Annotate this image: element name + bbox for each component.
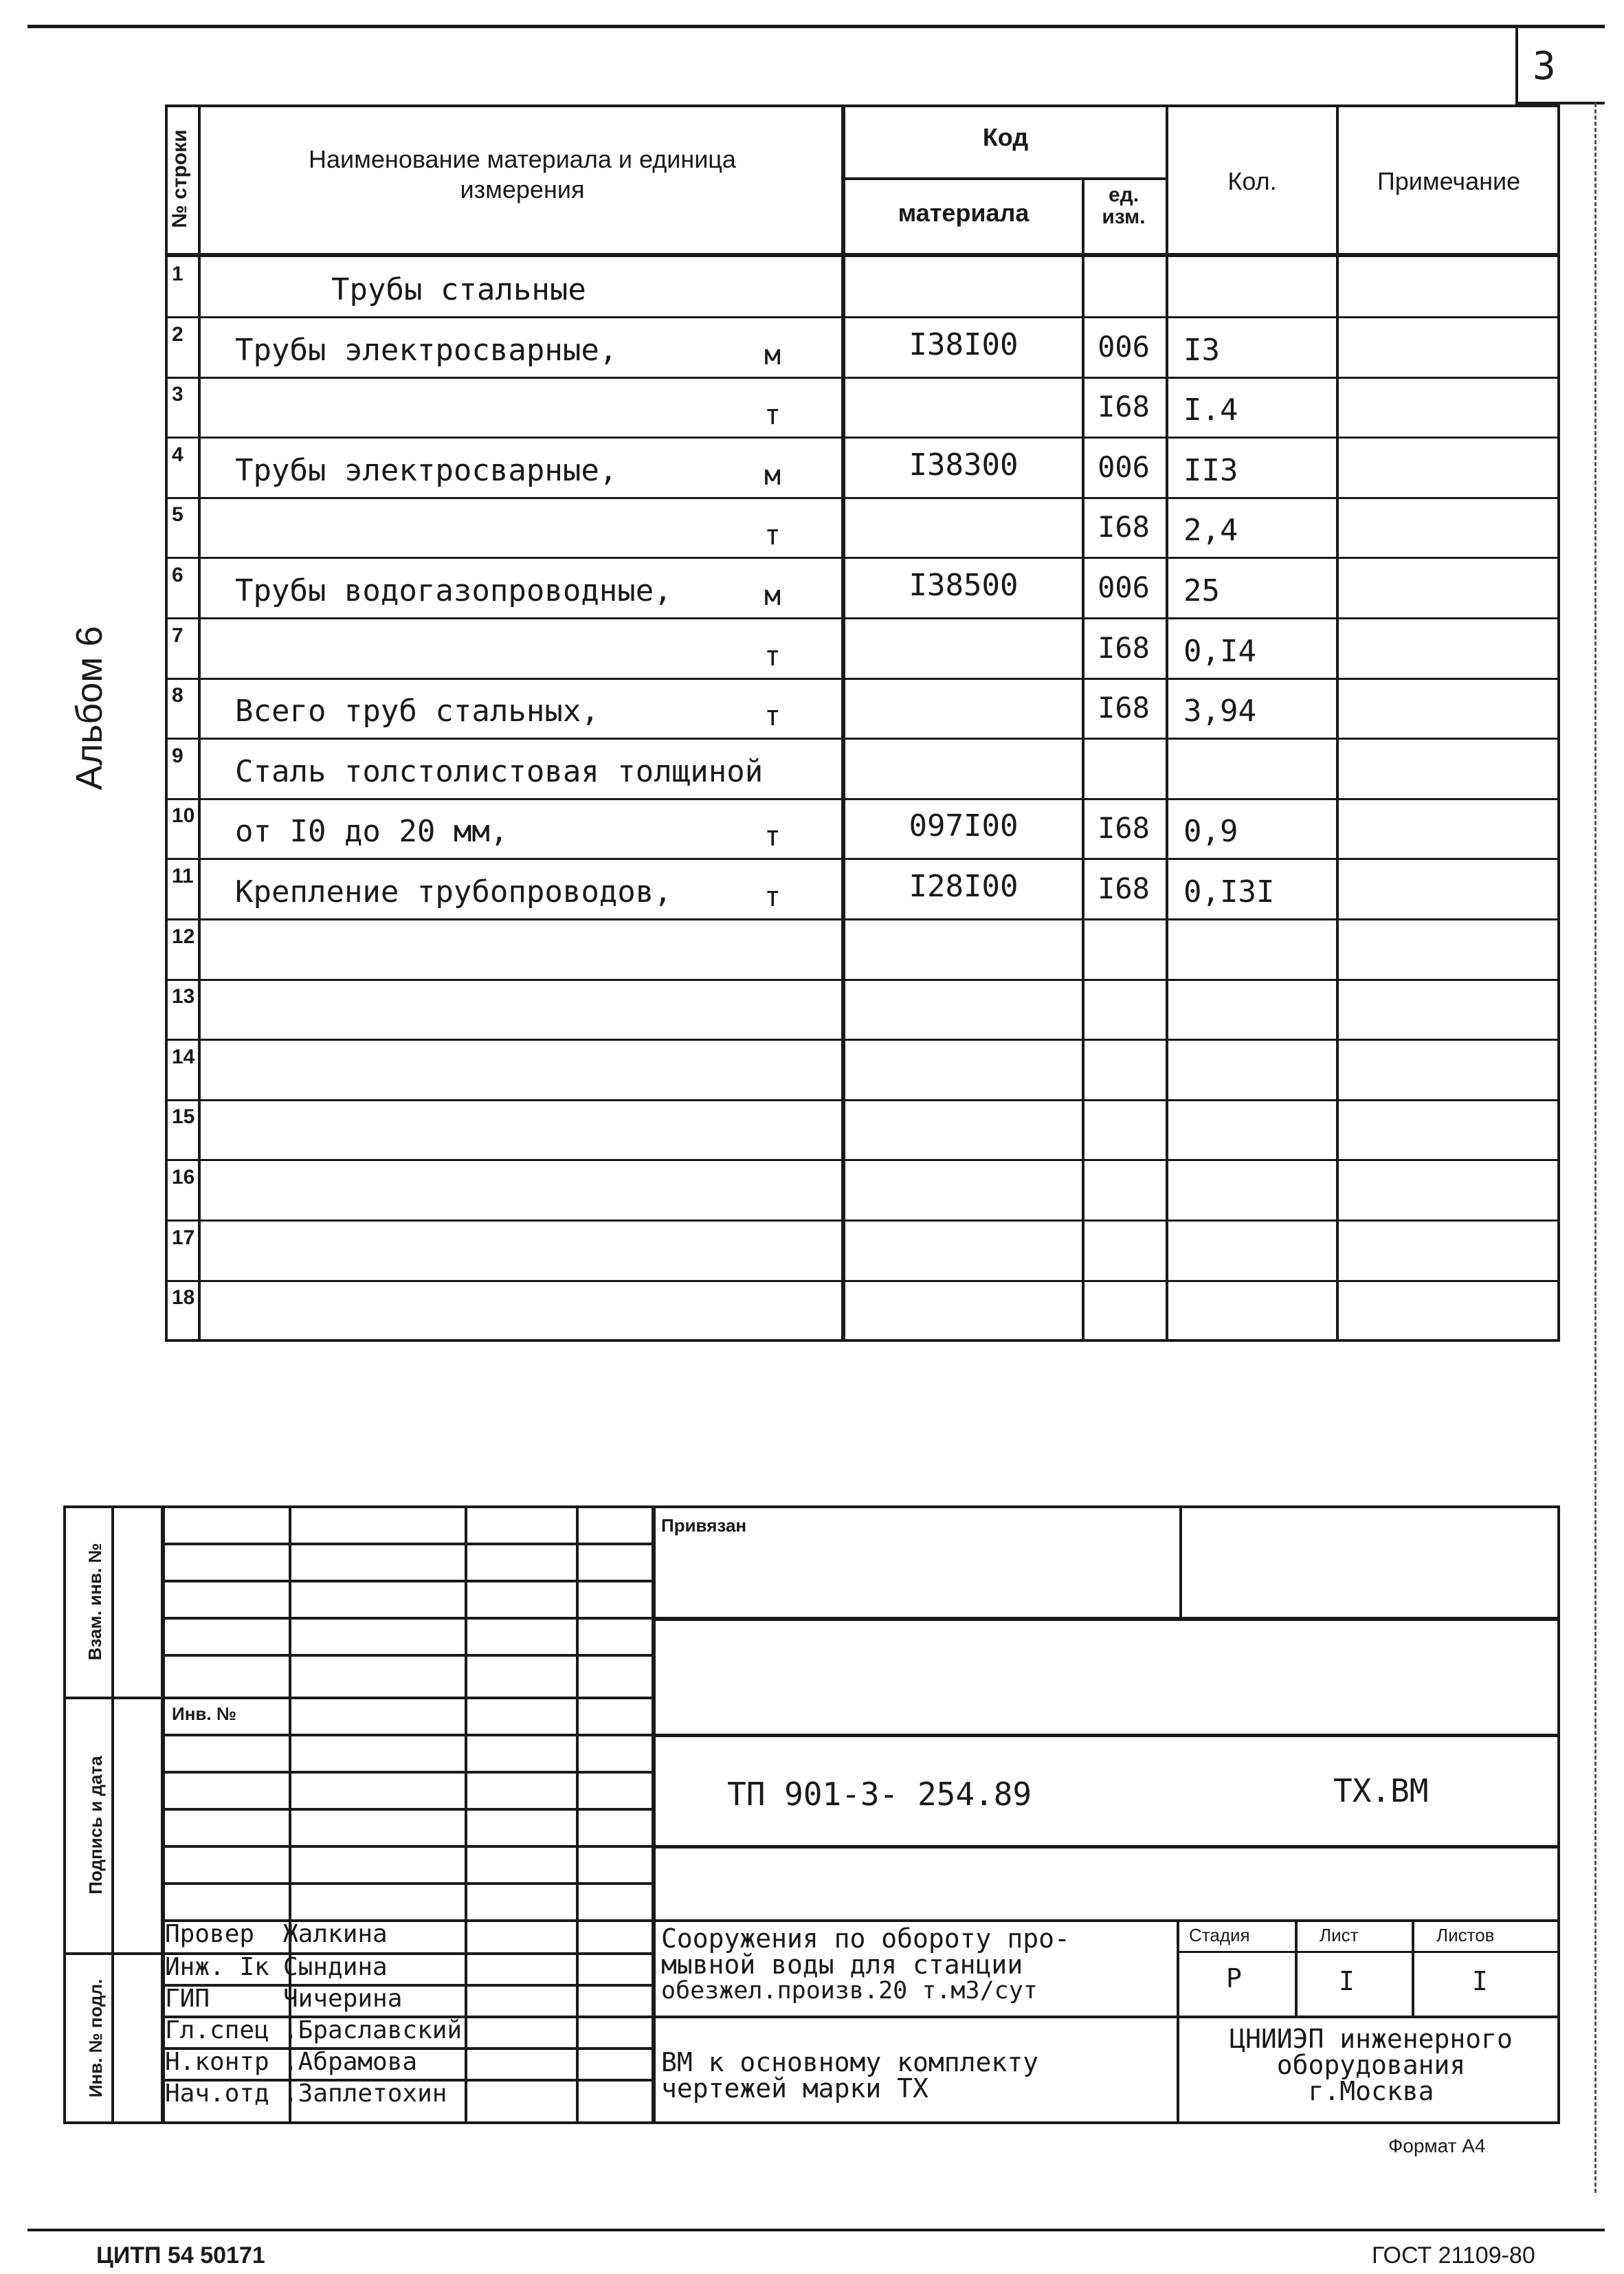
sheet-label: Лист xyxy=(1320,1925,1359,1945)
signature-name: Жалкина xyxy=(283,1920,388,1948)
row-number: 2 xyxy=(172,323,183,346)
row-unit-code: I68 xyxy=(1098,510,1150,544)
row-number: 6 xyxy=(172,564,183,586)
row-number: 18 xyxy=(172,1286,195,1309)
row-number: 16 xyxy=(172,1166,195,1189)
row-unit-code: 006 xyxy=(1098,450,1150,484)
row-divider xyxy=(165,557,1560,559)
tb-v2 xyxy=(465,1505,467,2124)
row-divider xyxy=(165,377,1560,379)
row-name: Трубы водогазопроводные, xyxy=(235,573,672,608)
signature-role: Н.контр xyxy=(165,2048,269,2076)
signature-role: Провер xyxy=(165,1920,255,1948)
row-unit-code: I68 xyxy=(1098,872,1150,905)
left-stamp-line-2 xyxy=(63,1952,164,1955)
header-name: Наименование материала и единица измерения xyxy=(309,145,736,203)
side-label-inv-podl: Инв. № подл. xyxy=(85,1978,106,2098)
signature-name: Чичерина xyxy=(283,1985,403,2013)
row-number: 12 xyxy=(172,925,195,948)
sheets-value: I xyxy=(1472,1966,1488,1996)
row-unit: т xyxy=(764,881,781,913)
row-divider xyxy=(165,497,1560,499)
row-qty: 2,4 xyxy=(1183,513,1238,548)
row-divider xyxy=(165,979,1560,981)
row-qty: 0,9 xyxy=(1183,814,1238,849)
tb-r-stage-split xyxy=(1177,1919,1179,2124)
tb-h8 xyxy=(162,1808,653,1811)
doc-code: ТП 901-3- 254.89 xyxy=(727,1776,1032,1813)
object-name-line-1: Сооружения по обороту про- xyxy=(661,1923,1070,1954)
row-number: 10 xyxy=(172,804,195,827)
row-qty: 0,I4 xyxy=(1183,634,1256,669)
tb-r5 xyxy=(653,2016,1560,2018)
side-label-podpis: Подпись и дата xyxy=(85,1756,106,1895)
tb-privyazan-split xyxy=(1179,1505,1182,1620)
row-material-code: I38500 xyxy=(909,568,1019,603)
tb-r3 xyxy=(653,1845,1560,1848)
row-divider xyxy=(165,617,1560,619)
header-code: Код xyxy=(982,123,1029,151)
row-unit: м xyxy=(764,580,781,612)
tb-h2 xyxy=(162,1580,653,1582)
tb-r4 xyxy=(1178,1951,1560,1953)
row-divider xyxy=(165,1159,1560,1161)
row-unit-code: 006 xyxy=(1098,330,1150,364)
tb-r-sheet-split xyxy=(1295,1919,1298,2017)
row-name: Всего труб стальных, xyxy=(235,694,599,729)
row-qty: 25 xyxy=(1183,573,1220,608)
col-line-material xyxy=(841,104,845,1342)
tb-h9 xyxy=(162,1845,653,1848)
doc-title-line-1: ВМ к основному комплекту xyxy=(661,2047,1039,2077)
object-name-line-2: мывной воды для станции xyxy=(661,1950,1023,1980)
row-unit: м xyxy=(764,340,781,371)
row-divider xyxy=(165,1340,1560,1342)
row-divider xyxy=(165,1219,1560,1222)
doc-title-line-2: чертежей марки ТХ xyxy=(661,2073,928,2104)
row-divider xyxy=(165,316,1560,318)
tb-v4 xyxy=(652,1505,656,2124)
signature-role: ГИП xyxy=(165,1985,210,2013)
row-name: Сталь толстолистовая толщиной xyxy=(235,754,764,789)
row-name: Крепление трубопроводов, xyxy=(235,874,672,909)
row-number: 17 xyxy=(172,1226,195,1249)
signature-role: Нач.отд xyxy=(165,2079,269,2108)
row-qty: 0,I3I xyxy=(1183,874,1275,909)
row-name: Трубы стальные xyxy=(331,272,586,307)
row-material-code: I38I00 xyxy=(909,327,1019,362)
header-note: Примечание xyxy=(1377,167,1521,195)
col-line-qty xyxy=(1166,104,1168,1342)
row-unit: т xyxy=(764,520,781,551)
footer-left: ЦИТП 54 50171 xyxy=(96,2242,265,2269)
row-divider xyxy=(165,858,1560,860)
tb-h5 xyxy=(162,1697,653,1699)
row-number: 14 xyxy=(172,1046,195,1068)
header-code-material: материала xyxy=(898,199,1030,227)
tb-r2 xyxy=(653,1734,1560,1737)
row-number: 7 xyxy=(172,624,183,647)
row-divider xyxy=(165,1099,1560,1101)
row-unit-code: I68 xyxy=(1098,691,1150,725)
tb-h1 xyxy=(162,1543,653,1545)
signature-name: .Браславский xyxy=(283,2016,463,2044)
col-line-unit xyxy=(1082,177,1084,1342)
row-qty: II3 xyxy=(1183,453,1238,488)
row-number: 15 xyxy=(172,1105,195,1128)
org-line-2: оборудования xyxy=(1276,2050,1466,2080)
tb-h10 xyxy=(162,1882,653,1885)
org-line-1: ЦНИИЭП инженерного xyxy=(1230,2024,1513,2054)
row-unit-code: I68 xyxy=(1098,811,1150,845)
row-number: 8 xyxy=(172,684,183,707)
org-line-3: г.Москва xyxy=(1308,2076,1434,2106)
tb-h3 xyxy=(162,1617,653,1620)
row-number: 4 xyxy=(172,443,183,466)
row-unit: т xyxy=(764,700,781,732)
privyazan-label: Привязан xyxy=(661,1515,747,1536)
signature-name: .Заплетохин xyxy=(283,2079,447,2108)
row-number: 5 xyxy=(172,503,183,526)
signature-name: Сындина xyxy=(283,1953,388,1981)
object-name-line-3: обезжел.произв.20 т.м3/сут xyxy=(661,1977,1038,2005)
signature-role: Инж. Iк xyxy=(165,1953,269,1981)
right-margin-line xyxy=(1594,103,1597,2193)
row-divider xyxy=(165,678,1560,680)
page-number: 3 xyxy=(1533,44,1556,89)
sheets-label: Листов xyxy=(1436,1925,1495,1945)
row-material-code: I28I00 xyxy=(909,869,1019,904)
row-name: Трубы электросварные, xyxy=(235,453,618,488)
row-number: 13 xyxy=(172,985,195,1008)
header-code-unit: ед. изм. xyxy=(1102,184,1146,228)
footer-right: ГОСТ 21109-80 xyxy=(1372,2242,1535,2269)
stage-value: Р xyxy=(1226,1963,1242,1994)
row-divider xyxy=(165,1039,1560,1041)
row-unit: т xyxy=(764,641,781,672)
tb-h7 xyxy=(162,1771,653,1774)
signature-role: Гл.спец xyxy=(165,2016,269,2044)
row-unit: т xyxy=(764,399,781,431)
tb-r-sheets-split xyxy=(1412,1919,1414,2017)
row-divider xyxy=(165,1280,1560,1282)
header-code-split-line xyxy=(844,177,1167,180)
row-name: Трубы электросварные, xyxy=(235,333,618,368)
page-number-divider xyxy=(1515,26,1518,103)
bottom-border-line xyxy=(27,2229,1605,2231)
col-line-rownum xyxy=(198,104,201,1342)
row-unit: м xyxy=(764,460,781,492)
row-qty: I3 xyxy=(1183,333,1220,368)
top-border-line xyxy=(27,25,1605,28)
tb-h13 xyxy=(162,1984,653,1987)
header-qty: Кол. xyxy=(1227,167,1277,195)
header-bottom-line xyxy=(165,253,1560,257)
row-divider xyxy=(165,437,1560,439)
row-material-code: I38300 xyxy=(909,448,1019,483)
sheet-value: I xyxy=(1339,1966,1355,1996)
tb-h4 xyxy=(162,1654,653,1657)
row-divider xyxy=(165,798,1560,800)
row-qty: 3,94 xyxy=(1183,694,1256,729)
signature-name: .Абрамова xyxy=(283,2048,418,2076)
tb-r1 xyxy=(653,1617,1560,1621)
inv-no-label: Инв. № xyxy=(172,1703,236,1724)
tb-h6 xyxy=(162,1734,653,1736)
row-unit: т xyxy=(764,821,781,852)
row-unit-code: I68 xyxy=(1098,390,1150,423)
row-unit-code: I68 xyxy=(1098,631,1150,665)
tb-v3 xyxy=(576,1505,579,2124)
row-qty: I.4 xyxy=(1183,393,1238,428)
side-label-vzam: Взам. инв. № xyxy=(85,1543,105,1661)
row-unit-code: 006 xyxy=(1098,571,1150,604)
row-divider xyxy=(165,738,1560,740)
row-number: 3 xyxy=(172,383,183,406)
row-name: от I0 до 20 мм, xyxy=(235,814,509,849)
header-row-no: № строки xyxy=(168,129,191,228)
stage-label: Стадия xyxy=(1189,1925,1250,1945)
left-stamp-line-1 xyxy=(63,1697,164,1699)
row-material-code: 097I00 xyxy=(909,808,1019,843)
row-number: 11 xyxy=(172,865,194,887)
doc-mark: ТХ.ВМ xyxy=(1333,1772,1429,1809)
row-number: 1 xyxy=(172,263,183,285)
album-label: Альбом 6 xyxy=(69,626,110,791)
format-label: Формат А4 xyxy=(1388,2135,1486,2156)
row-number: 9 xyxy=(172,744,183,767)
col-line-note xyxy=(1336,104,1339,1342)
row-divider xyxy=(165,918,1560,920)
